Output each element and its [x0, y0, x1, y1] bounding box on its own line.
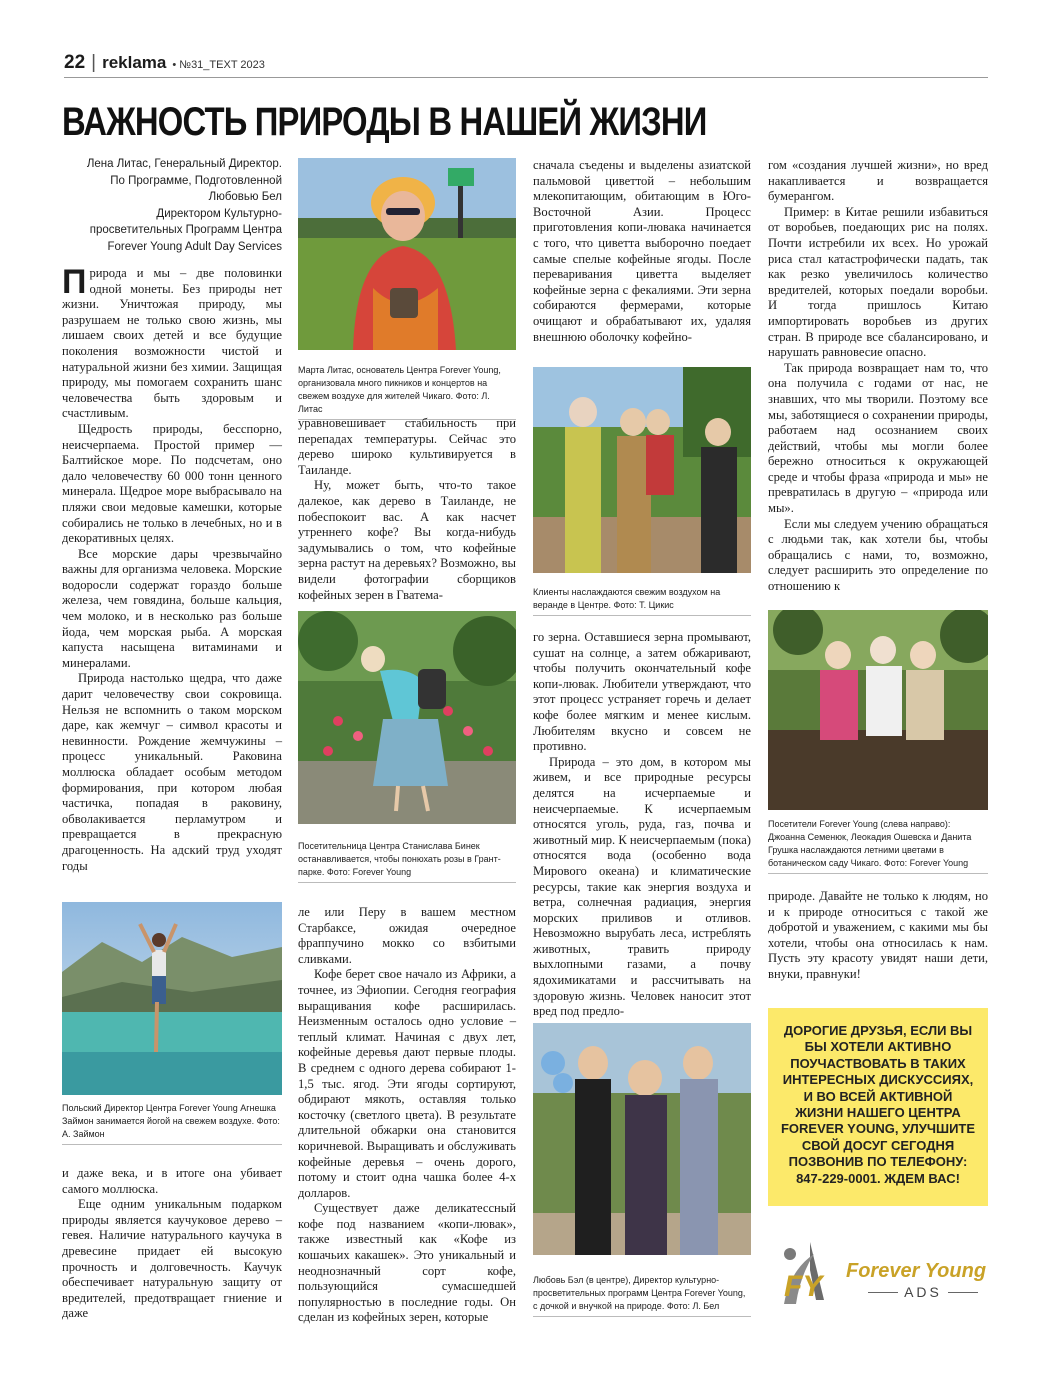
column-3-top [533, 158, 751, 345]
column-4-top [768, 158, 988, 595]
column-3-middle [533, 630, 751, 1020]
fy-logo-icon [770, 1240, 846, 1306]
paragraph: и даже века, и в итоге она убивает самого моллюска. [62, 1166, 282, 1196]
paragraph: Еще одним уникальным подарком природы является каучуковое дерево – гевея. Наличие натурального каучука в древесине придает ей высокую прочность и долговечность. Каучук обеспечивает натуральную защиту от вредителей, предотвращает гниение и даже [62, 1197, 282, 1321]
photo-stanislava-roses [298, 611, 516, 824]
paragraph: Так природа возвращает нам то, что она получила с годами от нас, не знавших, что мы творили. Поэтому все мы, заботящиеся о сохранении природы, работаем над осознанием своих действий, чтобы мы могли более бережно относиться к окружающей среде и чтобы фраза «природа и мы» не превратилась в другую – «природа или мы». [768, 360, 988, 516]
paragraph: Кофе берет свое начало из Африки, а точнее, из Эфиопии. Сегодня география выращивания кофе расширилась. Неизменным осталось одно условие – теплый климат. Начиная с двух лет, кофейные деревья дают первые плоды. В среднем с одного дерева собирают 1-1,5 тыс. ягод. Эти ягоды сортируют, обдирают мякоть, оставляя только косточку (светлого цвета). В результате длительной обжарки она становится коричневой. Выращивать и обслуживать кофейные деревья – очень дорого, потому и стоит одна чашка более 4-х долларов. [298, 967, 516, 1200]
column-1-bottom [62, 1166, 282, 1322]
paragraph: Природа настолько щедра, что даже дарит человечеству свои сокровища. Нельзя не вспомнить о таком морском даре, как жемчуг – символ красоты и невинности. Рождение жемчужины – процесс уникальный. Раковина моллюска обладает особым методом формирования, при котором любая частичка, попадая в раковину, обволакивается перламутром и превращается в прекрасную драгоценность. На адский труд уходят годы [62, 671, 282, 873]
logo-name: Forever Young [846, 1260, 987, 1282]
paragraph: Щедрость природы, бесспорно, неисчерпаема. Простой пример — Балтийское море. По подсчетам, оно дало человечеству 60 000 тонн ценного минерала. Щедрое море выбрасывало на пляжи свои медовые камешки, которые собирались не только в лечебных, но и в декоративных целях. [62, 421, 282, 546]
page-number: 22 [64, 52, 86, 73]
drop-cap: П [62, 263, 87, 301]
page-header [64, 52, 988, 78]
caption-clients: Клиенты наслаждаются свежим воздухом на веранде в Центре. Фото: Т. Цикис [533, 582, 751, 616]
caption-marta: Марта Литас, основатель Центра Forever Young, организовала много пикников и концертов на свежем воздухе для жителей Чикаго. Фото: Л. Литас [298, 360, 516, 420]
photo-agnieszka-yoga [62, 902, 282, 1095]
paragraph: ле или Перу в вашем местном Старбаксе, ожидая очередное фраппучино мокко со взбитыми сливками. [298, 905, 516, 966]
byline [62, 156, 282, 255]
byline-line: Директором Культурно- [156, 207, 282, 220]
caption-lyubov: Любовь Бэл (в центре), Директор культурно-просветительных программ Центра Forever Young, с дочкой и внучкой на природе. Фото: Л. Бел [533, 1270, 751, 1317]
paragraph: Если мы следуем учению обращаться с людьми так, как хотели бы, чтобы обращались с нами, то, возможно, следует расширить это определение по отношению к [768, 516, 988, 594]
section-name: reklama [102, 53, 167, 72]
paragraph: природе. Давайте не только к людям, но и к природе относиться с такой же добротой и уважением, с какими мы бы хотели, чтобы она относилась к нам. Пусть эту красоту увидят наши дети, внуки, правнуки! [768, 889, 988, 981]
paragraph: сначала съедены и выделены азиатской пальмовой циветтой – небольшим млекопитающим, обитающим в Юго-Восточной Азии. Процесс приготовления копи-лювака начинается с того, что циветта выборочно поедает самые спелые кофейные ягоды. После переваривания циветта выделяет кофейные зерна с фекалиями. Эти зерна собираются фермерами, которые очищают и обрабатывают их, удаляя внешнюю оболочку кофейно- [533, 158, 751, 344]
byline-line: По Программе, Подготовленной [110, 174, 282, 187]
photo-clients-veranda [533, 367, 751, 573]
column-2-top [298, 416, 516, 603]
photo-lyubov-family [533, 1023, 751, 1255]
issue-number: • №31_TEXT 2023 [172, 59, 265, 71]
byline-line: Любовью Бел [208, 191, 282, 203]
photo-marta-litas [298, 158, 516, 350]
paragraph: Природа – это дом, в котором мы живем, и все природные ресурсы делятся на исчерпаемые и неисчерпаемые. К исчерпаемым относятся уголь, руда, газ, почва и животный мир. К неисчерпаемым (пока) относятся вода (особенно вода Мирового океана) и климатические ресурсы, такие как энергия воздуха и ветра, солнечная радиация, энергия морских приливов и отливов. Невозможно вырубать леса, истреблять животных, травить природу выхлопными газами, а почву ядохимикатами и рассчитывать на здоровую жизнь. Человек наносит этот вред под предло- [533, 754, 751, 1019]
paragraph: Существует даже деликатессный кофе под названием «копи-лювак», также известный как «Кофе из кошачьих какашек». Это уникальный и неоднозначный сорт кофе, пользующийся сумасшедшей популярностью в последние годы. Он сделан из кофейных зерен, которые [298, 1201, 516, 1325]
paragraph: Природа и мы – две половинки одной монеты. Без природы нет жизни. Уничтожая природу, мы разрушаем не только свою жизнь, мы лишаем своих детей и все будущие поколения возможности чистой и натуральной жизни без химии. Защищая природу, мы помогаем сохранить шанс человечества быть здоровым и счастливым. [62, 263, 282, 421]
column-2-bottom [298, 905, 516, 1326]
paragraph: Ну, может быть, что-то такое далекое, как дерево в Таиланде, не побеспокоит вас. А как насчет утреннего кофе? Вы когда-нибудь задумывались о том, что кофейные зерна растут на деревьях? Возможно, вы видели фотографии сборщиков кофейных зерен в Гватема- [298, 478, 516, 602]
logo-mark: FY [784, 1270, 823, 1303]
byline-line: просветительных Программ Центра [89, 224, 282, 236]
paragraph: Все морские дары чрезвычайно важны для организма человека. Морские водоросли содержат гораздо больше железа, чем говядина, больше кальция, чем молоко, и в несколько раз больше йода, чем морская рыба. А морская капуста насыщена витаминами и минералами. [62, 546, 282, 670]
paragraph: го зерна. Оставшиеся зерна промывают, сушат на солнце, а затем обжаривают, чтобы получить окончательный кофе копи-лювак. Любители утверждают, что этот процесс устраняет горечь и делает кофе более мягким и менее кислым. Любителям вкусно и совсем не противно. [533, 630, 751, 754]
paragraph: гом «создания лучшей жизни», но вред накапливается и возвращается бумерангом. [768, 158, 988, 204]
header-separator: | [91, 52, 97, 73]
caption-stanislava: Посетительница Центра Станислава Бинек останавливается, чтобы понюхать розы в Грант-парке. Фото: Forever Young [298, 836, 516, 883]
paragraph: Пример: в Китае решили избавиться от воробьев, поедающих рис на полях. Почти истребили их всех. Но урожай риса стал катастрофически падать, так как резко увеличилось количество вредителей, которых поедали воробьи. И тогда пришлось Китаю импортировать воробьев из других стран. В природе все сбалансировано, и нарушать равновесие опасно. [768, 204, 988, 360]
promo-box: ДОРОГИЕ ДРУЗЬЯ, ЕСЛИ ВЫ БЫ ХОТЕЛИ АКТИВНО ПОУЧАСТВОВАТЬ В ТАКИХ ИНТЕРЕСНЫХ ДИСКУССИЯХ, И ВО ВСЕЙ АКТИВНОЙ ЖИЗНИ НАШЕГО ЦЕНТРА FOREVER YOUNG, УЛУЧШИТЕ СВОЙ ДОСУГ СЕГОДНЯ ПОЗВОНИВ ПО ТЕЛЕФОНУ: 847-229-0001. ЖДЕМ ВАС! [768, 1008, 988, 1206]
column-1-top [62, 263, 282, 874]
caption-agnieszka: Польский Директор Центра Forever Young Агнешка Займон занимается йогой на свежем воздухе. Фото: А. Займон [62, 1098, 282, 1145]
caption-visitors: Посетители Forever Young (слева направо): Джоанна Семенюк, Леокадия Ошевска и Данита Грушка наслаждаются летними цветами в ботаническом саду Чикаго. Фото: Forever Young [768, 814, 988, 874]
byline-line: Лена Литас, Генеральный Директор. [86, 158, 282, 170]
byline-line: Forever Young Adult Day Services [107, 240, 282, 253]
column-4-bottom [768, 889, 988, 983]
paragraph: уравновешивает стабильность при перепадах температуры. Сейчас это дерево широко культивируется в Таиланде. [298, 416, 516, 477]
forever-young-ads-logo [770, 1238, 985, 1308]
article-title: ВАЖНОСТЬ ПРИРОДЫ В НАШЕЙ ЖИЗНИ [62, 100, 707, 144]
photo-visitors-garden [768, 610, 988, 810]
logo-sub: ADS [868, 1284, 978, 1300]
